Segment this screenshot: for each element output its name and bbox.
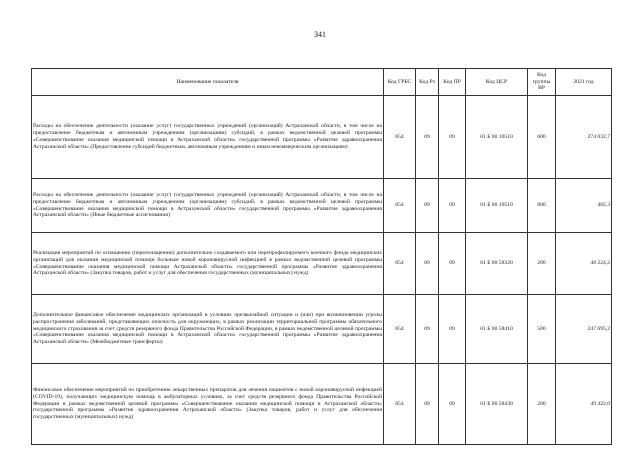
row-amount: 482,3 (556, 179, 612, 233)
header-rz: Код Рз (416, 69, 439, 96)
row-amount: 274 032,7 (556, 96, 612, 179)
row-vr: 600 (528, 96, 556, 179)
row-grbs: 854 (384, 233, 416, 295)
table-row (32, 233, 612, 295)
row-description: Расходы на обеспечение деятельности (оказание услуг) государственных учреждений (организаций) Астраханской области, в том числе на предоставление бюджетным и автономным учреждениям (организациям) субсидий, в рамках ведомственной целевой программы «Совершенствование оказания медицинской помощи в Астраханской области» государственной программы «Развитие здравоохранения Астраханской области» (Предоставление субсидий бюджетным, автономным учреждениям и иным некоммерческим организациям) (32, 96, 384, 179)
row-pr: 09 (439, 233, 466, 295)
row-rz: 09 (416, 96, 439, 179)
row-pr: 09 (439, 364, 466, 445)
row-vr: 200 (528, 233, 556, 295)
row-vr: 500 (528, 295, 556, 364)
header-row (32, 69, 612, 96)
header-year: 2021 год (556, 69, 612, 96)
row-csr: 01 Б 00 58320 (466, 233, 528, 295)
header-pr: Код ПР (439, 69, 466, 96)
budget-table (31, 68, 612, 445)
row-vr: 800 (528, 179, 556, 233)
row-vr: 200 (528, 364, 556, 445)
row-csr: 01 Б 00 10510 (466, 179, 528, 233)
row-csr: 01 Б 00 10510 (466, 96, 528, 179)
row-grbs: 854 (384, 364, 416, 445)
table-row (32, 96, 612, 179)
table-row (32, 295, 612, 364)
row-rz: 09 (416, 179, 439, 233)
row-description: Финансовое обеспечение мероприятий по приобретению лекарственных препаратов для лечения пациентов с новой коронавирусной инфекцией (COVID-19), получающих медицинскую помощь в амбулаторных условиях, за счет средств резервного фонда Правительства Российской Федерации в рамках ведомственной целевой программы «Совершенствование оказания медицинской помощи в Астраханской области» государственной программы «Развитие здравоохранения Астраханской области» (Закупка товаров, работ и услуг для обеспечения государственных (муниципальных) нужд) (32, 364, 384, 445)
table-row (32, 364, 612, 445)
row-csr: 01 Б 00 58430 (466, 364, 528, 445)
header-csr: Код ЦСР (466, 69, 528, 96)
row-description: Дополнительное финансовое обеспечение медицинских организаций в условиях чрезвычайной ситуации и (или) при возникновении угрозы распространения заболеваний, представляющих опасность для окружающих, в рамках реализации территориальной программы обязательного медицинского страхования за счет средств резервного фонда Правительства Российской Федерации, в рамках ведомственной целевой программы «Совершенствование оказания медицинской помощи в Астраханской области» государственной программы «Развитие здравоохранения Астраханской области» (Межбюджетные трансферты) (32, 295, 384, 364)
row-description: Реализация мероприятий по оснащению (переоснащению) дополнительно создаваемого или перепрофилируемого коечного фонда медицинских организаций для оказания медицинской помощи больным новой коронавирусной инфекцией в рамках ведомственной целевой программы «Совершенствование оказания медицинской помощи Астраханской области» государственной программы «Развитие здравоохранения Астраханской области» (Закупка товаров, работ и услуг для обеспечения государственных (муниципальных) нужд) (32, 233, 384, 295)
row-amount: 247 695,2 (556, 295, 612, 364)
row-amount: 48 224,2 (556, 233, 612, 295)
row-rz: 09 (416, 295, 439, 364)
row-csr: 01 Б 00 58410 (466, 295, 528, 364)
row-grbs: 854 (384, 96, 416, 179)
header-grbs: Код ГРБС (384, 69, 416, 96)
row-rz: 09 (416, 233, 439, 295)
row-pr: 09 (439, 96, 466, 179)
header-name: Наименование показателя (32, 69, 384, 96)
row-amount: 49 422,0 (556, 364, 612, 445)
row-grbs: 854 (384, 295, 416, 364)
row-pr: 09 (439, 179, 466, 233)
table-row (32, 179, 612, 233)
row-description: Расходы на обеспечение деятельности (оказание услуг) государственных учреждений (организаций) Астраханской области, в том числе на предоставление бюджетным и автономным учреждениям (организациям) субсидий, в рамках ведомственной целевой программы «Совершенствование оказания медицинской помощи в Астраханской области» государственной программы «Развитие здравоохранения Астраханской области» (Иные бюджетные ассигнования) (32, 179, 384, 233)
page-number: 341 (314, 30, 326, 39)
header-vr: Код группы ВР (528, 69, 556, 96)
row-grbs: 854 (384, 179, 416, 233)
row-pr: 09 (439, 295, 466, 364)
row-rz: 09 (416, 364, 439, 445)
